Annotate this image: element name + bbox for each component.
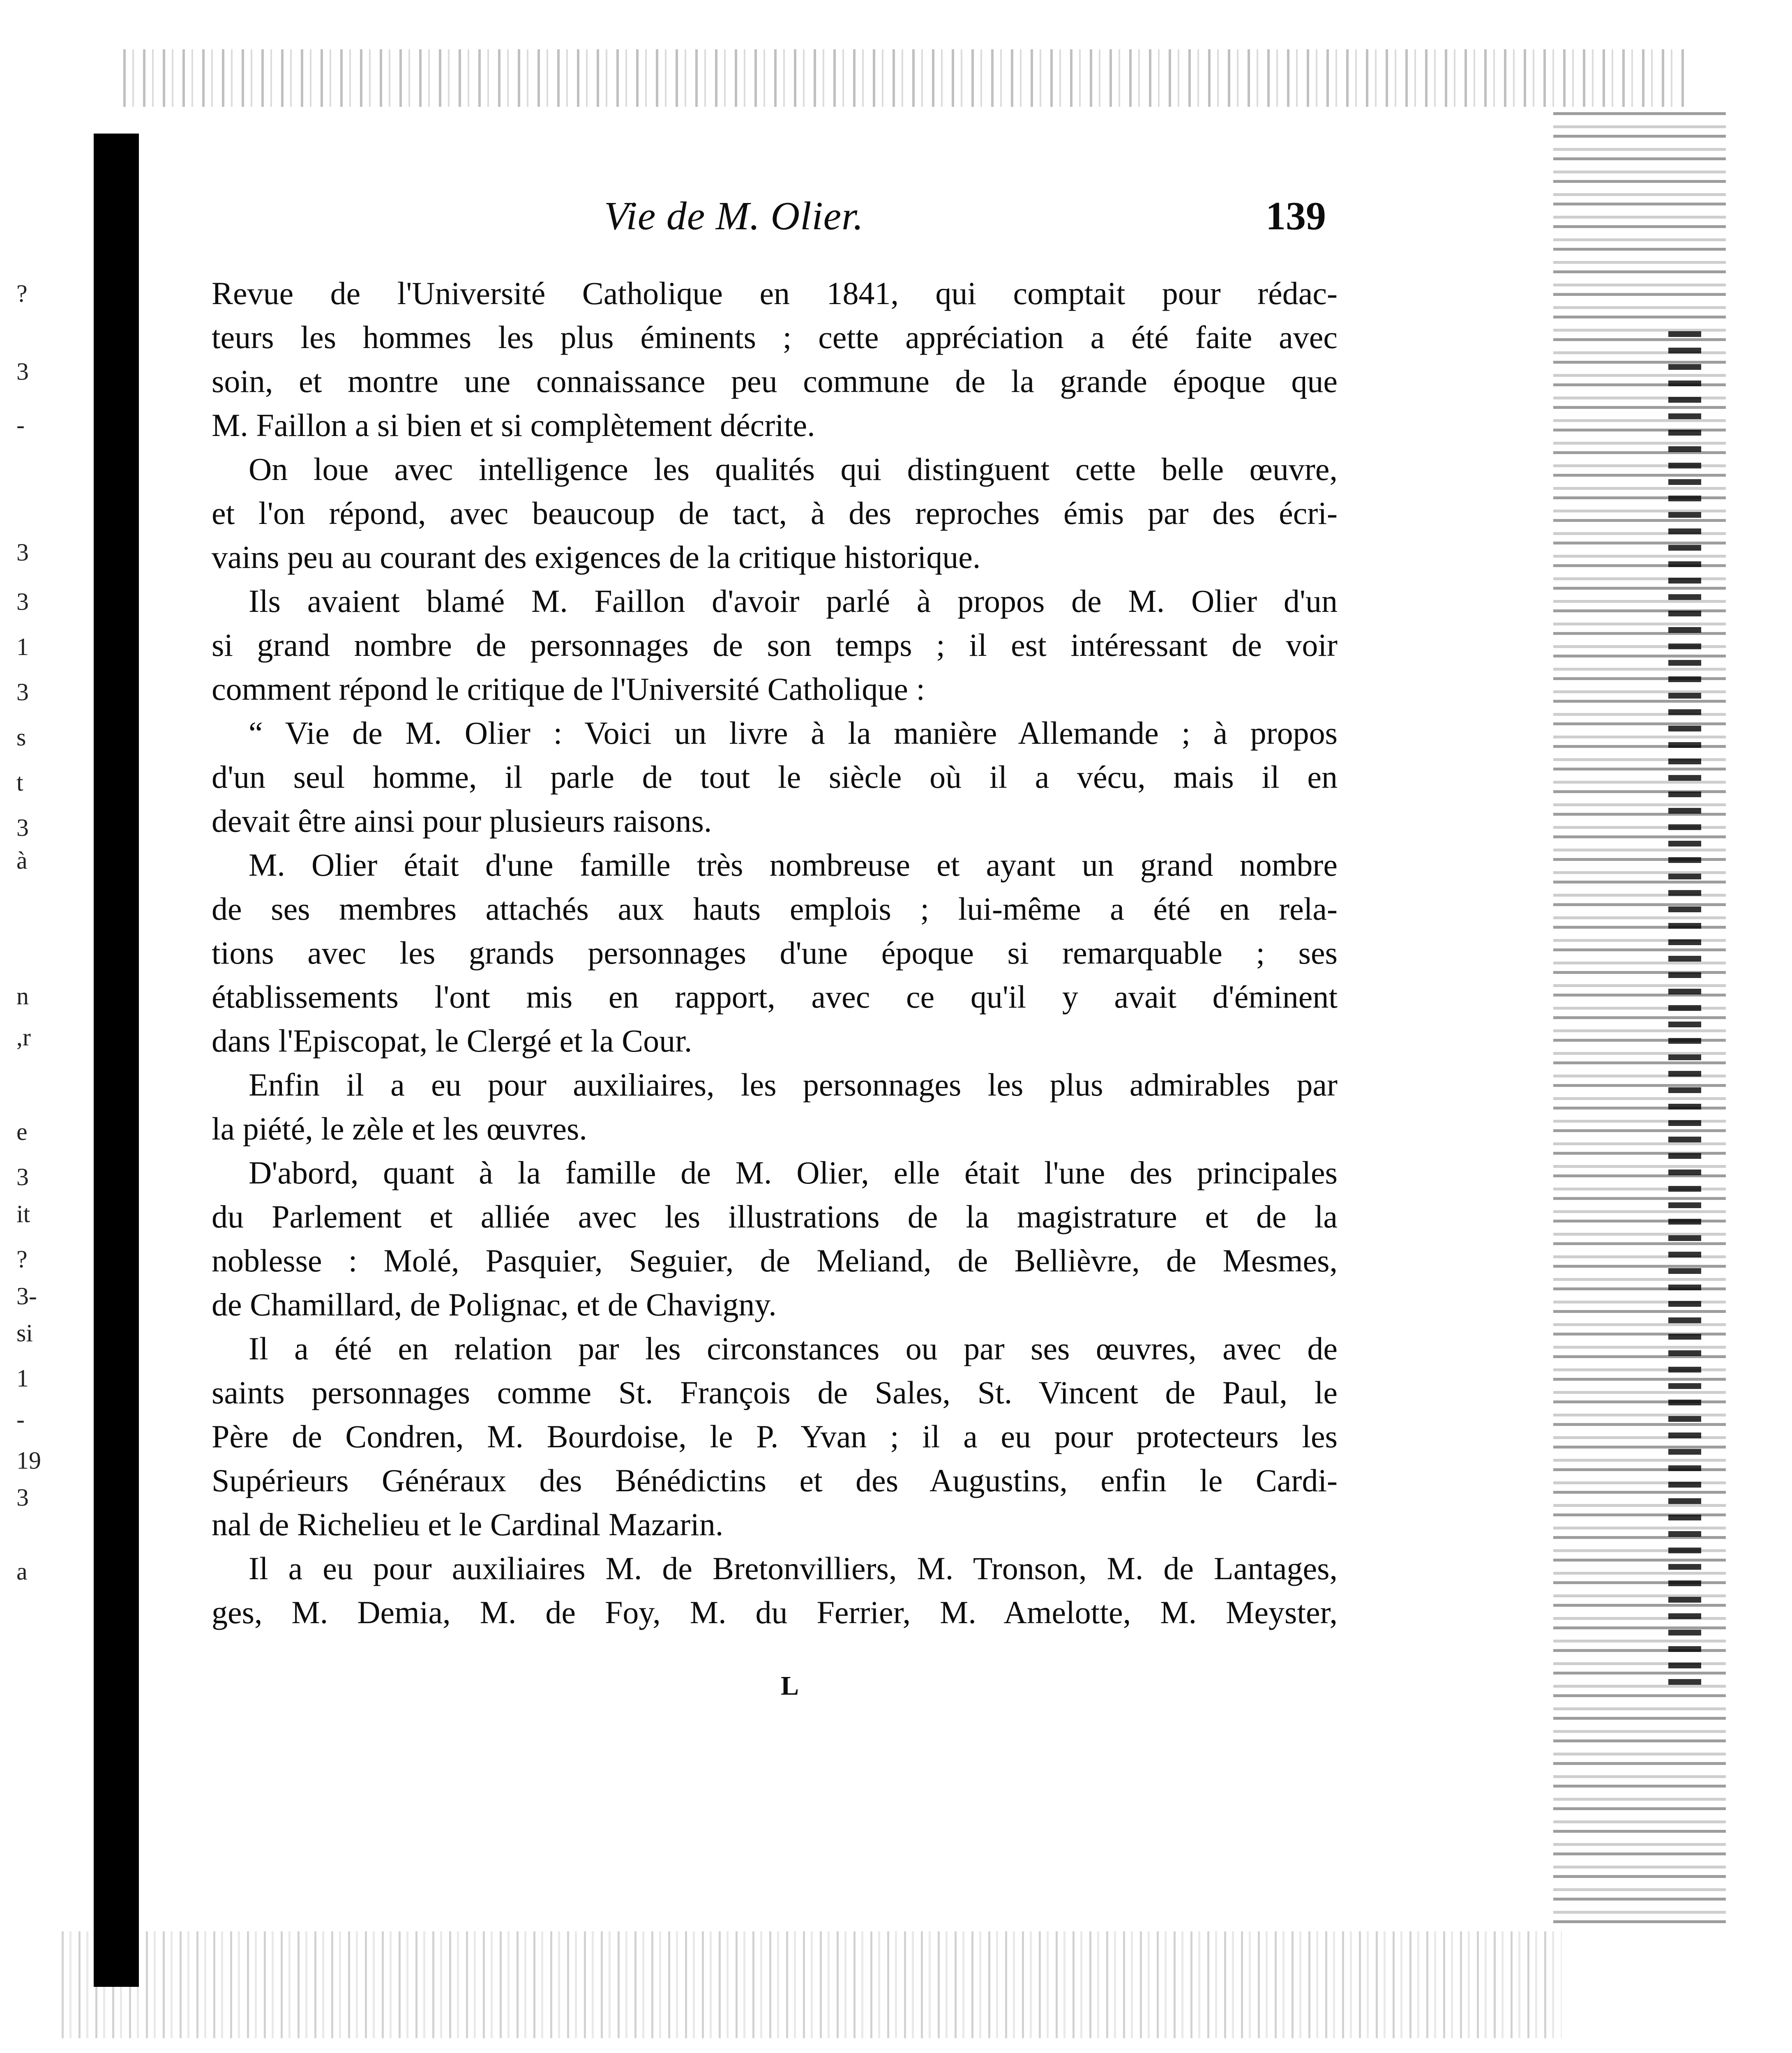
margin-fragment: t (16, 769, 23, 796)
margin-fragment: - (16, 411, 25, 438)
margin-fragment: 3 (16, 678, 29, 706)
text-line: On loue avec intelligence les qualités qui distinguent cette belle œuvre, (249, 451, 1338, 487)
text-line: “ Vie de M. Olier : Voici un livre à la manière Allemande ; à propos (249, 715, 1338, 751)
text-line: de Chamillard, de Polignac, et de Chavigny. (212, 1287, 777, 1322)
text-line: Revue de l'Université Catholique en 1841, qui comptait pour rédac- (212, 275, 1338, 311)
text-line: Il a été en relation par les circonstances ou par ses œuvres, avec de (249, 1331, 1338, 1366)
margin-fragment: e (16, 1118, 28, 1145)
margin-fragment: 19 (16, 1447, 41, 1474)
binding-spine-shadow (94, 134, 139, 1987)
text-line: tions avec les grands personnages d'une époque si remarquable ; ses (212, 935, 1338, 971)
margin-fragment: 1 (16, 1365, 29, 1392)
margin-fragment: 3 (16, 358, 29, 385)
margin-fragment: 3 (16, 1163, 29, 1190)
margin-fragment: a (16, 1558, 28, 1585)
margin-fragment: it (16, 1200, 30, 1227)
signature-mark: L (781, 1671, 799, 1701)
margin-fragment: 3- (16, 1283, 37, 1310)
text-line: D'abord, quant à la famille de M. Olier, elle était l'une des principales (249, 1155, 1338, 1190)
text-line: Ils avaient blamé M. Faillon d'avoir parlé à propos de M. Olier d'un (249, 583, 1338, 619)
text-line: nal de Richelieu et le Cardinal Mazarin. (212, 1506, 724, 1542)
body-text (212, 271, 1338, 1634)
margin-fragment: 3 (16, 1484, 29, 1511)
text-line: teurs les hommes les plus éminents ; cette appréciation a été faite avec (212, 319, 1338, 355)
margin-fragment: s (16, 724, 26, 751)
text-line: devait être ainsi pour plusieurs raisons. (212, 803, 712, 839)
margin-fragment: 1 (16, 633, 29, 660)
margin-fragment: ? (16, 1246, 28, 1273)
text-line: Père de Condren, M. Bourdoise, le P. Yvan ; il a eu pour protecteurs les (212, 1419, 1338, 1454)
right-edge-strip (1668, 329, 1701, 1685)
text-line: la piété, le zèle et les œuvres. (212, 1111, 587, 1146)
margin-fragment: 3 (16, 539, 29, 566)
text-line: soin, et montre une connaissance peu commune de la grande époque que (212, 363, 1338, 399)
text-line: vains peu au courant des exigences de la critique historique. (212, 539, 981, 575)
margin-fragment: à (16, 847, 28, 874)
text-line: de ses membres attachés aux hauts emplois ; lui-même a été en rela- (212, 891, 1338, 927)
text-line: Supérieurs Généraux des Bénédictins et des Augustins, enfin le Cardi- (212, 1462, 1338, 1498)
text-line: et l'on répond, avec beaucoup de tact, à des reproches émis par des écri- (212, 495, 1338, 531)
margin-fragment: 3 (16, 814, 29, 841)
top-scan-noise (123, 49, 1685, 107)
text-line: d'un seul homme, il parle de tout le siècle où il a vécu, mais il en (212, 759, 1338, 795)
margin-fragment: si (16, 1319, 33, 1347)
text-line: noblesse : Molé, Pasquier, Seguier, de Meliand, de Bellièvre, de Mesmes, (212, 1243, 1338, 1278)
margin-fragment: ? (16, 280, 28, 307)
bottom-scan-noise (62, 1931, 1561, 2038)
page-number: 139 (1266, 194, 1326, 238)
text-line: M. Faillon a si bien et si complètement décrite. (212, 407, 815, 443)
margin-fragment: n (16, 983, 29, 1010)
text-line: dans l'Episcopat, le Clergé et la Cour. (212, 1023, 692, 1059)
text-line: Enfin il a eu pour auxiliaires, les personnages les plus admirables par (249, 1067, 1338, 1103)
margin-fragment: ,r (16, 1024, 31, 1051)
text-line: du Parlement et alliée avec les illustrations de la magistrature et de la (212, 1199, 1338, 1234)
margin-fragment: 3 (16, 588, 29, 615)
running-title: Vie de M. Olier. (604, 194, 864, 238)
text-line: saints personnages comme St. François de Sales, St. Vincent de Paul, le (212, 1375, 1338, 1410)
text-line: Il a eu pour auxiliaires M. de Bretonvilliers, M. Tronson, M. de Lantages, (249, 1550, 1338, 1586)
text-line: comment répond le critique de l'Université Catholique : (212, 671, 925, 707)
text-line: si grand nombre de personnages de son temps ; il est intéressant de voir (212, 627, 1338, 663)
margin-fragment: - (16, 1406, 25, 1433)
text-line: ges, M. Demia, M. de Foy, M. du Ferrier, M. Amelotte, M. Meyster, (212, 1594, 1338, 1630)
text-line: établissements l'ont mis en rapport, avec ce qu'il y avait d'éminent (212, 979, 1338, 1015)
text-line: M. Olier était d'une famille très nombreuse et ayant un grand nombre (249, 847, 1338, 883)
